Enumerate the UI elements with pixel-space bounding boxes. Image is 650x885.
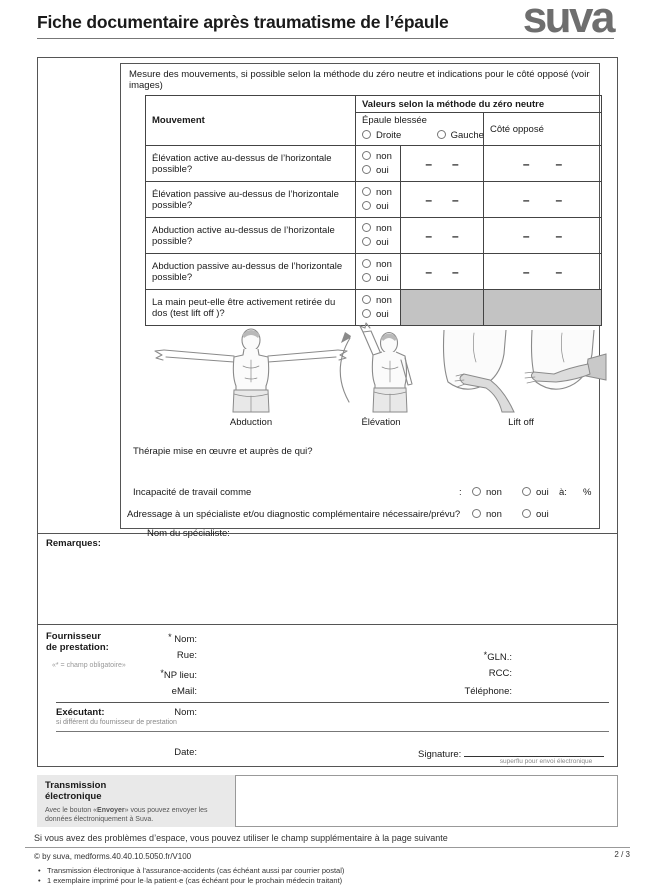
- divider: [56, 702, 609, 703]
- radio-referral-oui-icon[interactable]: [522, 509, 531, 518]
- opposite-value-cell[interactable]: – –: [484, 146, 602, 182]
- radio-non-icon[interactable]: [362, 223, 371, 232]
- transmission-input-area[interactable]: [235, 775, 618, 827]
- radio-incapacity-oui[interactable]: oui: [522, 487, 549, 498]
- movement-question: La main peut-elle être activement retirée du dos (test lift off )?: [146, 290, 356, 326]
- at-label: à:: [559, 487, 567, 498]
- remarks-label: Remarques:: [38, 534, 617, 553]
- radio-droite[interactable]: [362, 130, 401, 141]
- header: [0, 0, 650, 57]
- radio-referral-non[interactable]: non: [472, 509, 502, 520]
- page-title: Fiche documentaire après traumatisme de l’épaule: [37, 12, 449, 33]
- radio-oui[interactable]: oui: [362, 236, 394, 250]
- radio-gauche-label: Gauche: [451, 130, 484, 141]
- provider-title: Fournisseur de prestation:: [46, 631, 109, 653]
- radio-non[interactable]: non: [362, 186, 394, 200]
- measurement-section: [120, 63, 600, 529]
- table-row: [146, 146, 602, 182]
- transmission-description: Avec le bouton «Envoyer» vous pouvez envoyer les données électroniquement à Suva.: [45, 806, 210, 824]
- radio-gauche-icon[interactable]: [437, 130, 446, 139]
- table-row: [146, 290, 602, 326]
- radio-non-icon[interactable]: [362, 259, 371, 268]
- radio-incapacity-non[interactable]: non: [472, 487, 502, 498]
- col-header-opposite: Côté opposé: [484, 113, 602, 146]
- specialist-name-label: Nom du spécialiste:: [147, 528, 599, 539]
- col-header-values: Valeurs selon la méthode du zéro neutre: [356, 96, 602, 113]
- provider-email-label: eMail:: [87, 686, 197, 697]
- signature-field[interactable]: [464, 747, 604, 757]
- figure-elevation: [311, 328, 451, 428]
- radio-incapacity-oui-icon[interactable]: [522, 487, 531, 496]
- provider-phone-label: Téléphone:: [372, 686, 512, 697]
- injured-value-cell[interactable]: – –: [401, 218, 484, 254]
- radio-oui[interactable]: oui: [362, 200, 394, 214]
- elevation-illustration: [311, 328, 451, 412]
- movement-question: Abduction active au-dessus de l’horizontale possible?: [146, 218, 356, 254]
- signature-note: superflu pour envoi électronique: [476, 758, 616, 765]
- injured-shoulder-label: Épaule blessée: [362, 115, 477, 126]
- figures-row: [121, 328, 599, 430]
- remarks-section[interactable]: [38, 533, 617, 624]
- provider-gln-label: *GLN.:: [372, 650, 512, 663]
- col-header-movement: Mouvement: [146, 96, 356, 146]
- executor-subtitle: si différent du fournisseur de prestation: [56, 719, 177, 726]
- provider-rcc-label: RCC:: [372, 668, 512, 679]
- disabled-cell: [401, 290, 484, 326]
- opposite-value-cell[interactable]: – –: [484, 182, 602, 218]
- referral-row: [121, 509, 599, 524]
- radio-droite-label: Droite: [376, 130, 401, 141]
- movement-question: Abduction passive au-dessus de l’horizontale possible?: [146, 254, 356, 290]
- provider-name-label: * Nom:: [87, 632, 197, 645]
- injured-value-cell[interactable]: – –: [401, 146, 484, 182]
- required-field-note: «* = champ obligatoire»: [52, 662, 126, 669]
- radio-droite-icon[interactable]: [362, 130, 371, 139]
- copyright: © by suva, medforms.40.40.10.5050.fr/V100: [34, 852, 191, 861]
- work-incapacity-row: [121, 487, 599, 502]
- provider-section: [38, 624, 617, 702]
- work-incapacity-label: Incapacité de travail comme: [133, 487, 251, 498]
- referral-label: Adressage à un spécialiste et/ou diagnostic complémentaire nécessaire/prévu?: [127, 509, 460, 520]
- injured-value-cell[interactable]: – –: [401, 254, 484, 290]
- answer-cell: [356, 254, 401, 290]
- percent-label: %: [583, 487, 591, 498]
- figure-label: Lift off: [436, 417, 606, 428]
- liftoff-illustration: [436, 328, 606, 412]
- figure-label: Élévation: [311, 417, 451, 428]
- date-label: Date:: [87, 747, 197, 758]
- opposite-value-cell[interactable]: – –: [484, 218, 602, 254]
- bullet-item: • Transmission électronique à l’assurance-accidents (cas échéant aussi par courrier postal): [38, 866, 650, 876]
- radio-non-icon[interactable]: [362, 295, 371, 304]
- radio-non-icon[interactable]: [362, 151, 371, 160]
- answer-cell: [356, 290, 401, 326]
- transmission-info: [37, 775, 235, 827]
- form-body: [37, 57, 618, 767]
- table-row: [146, 182, 602, 218]
- answer-cell: [356, 146, 401, 182]
- movement-question: Élévation passive au-dessus de l’horizontale possible?: [146, 182, 356, 218]
- provider-street-label: Rue:: [87, 650, 197, 661]
- table-row: [146, 218, 602, 254]
- radio-oui-icon[interactable]: [362, 309, 371, 318]
- therapy-question: Thérapie mise en œuvre et auprès de qui?: [133, 446, 599, 457]
- radio-oui-icon[interactable]: [362, 273, 371, 282]
- bullet-item: • 1 exemplaire imprimé pour le·la patient·e (cas échéant pour le prochain médecin traitant): [38, 876, 650, 885]
- radio-incapacity-non-icon[interactable]: [472, 487, 481, 496]
- transmission-title: Transmission électronique: [45, 780, 227, 802]
- col-header-injured: [356, 113, 484, 146]
- radio-oui-icon[interactable]: [362, 201, 371, 210]
- space-note: Si vous avez des problèmes d’espace, vous pouvez utiliser le champ supplémentaire à la page suivante: [34, 833, 650, 843]
- transmission-section: [37, 775, 618, 827]
- radio-oui-icon[interactable]: [362, 237, 371, 246]
- page-number: 2 / 3: [614, 850, 630, 859]
- radio-non[interactable]: non: [362, 258, 394, 272]
- executor-title: Exécutant:: [56, 707, 105, 718]
- footer-row: [34, 851, 630, 862]
- radio-gauche[interactable]: [437, 130, 484, 141]
- radio-oui[interactable]: oui: [362, 308, 394, 322]
- executor-name-label: Nom:: [87, 707, 197, 718]
- injured-value-cell[interactable]: – –: [401, 182, 484, 218]
- figure-label: Abduction: [146, 417, 356, 428]
- disabled-cell: [484, 290, 602, 326]
- radio-non[interactable]: non: [362, 222, 394, 236]
- footer-rule: [25, 847, 630, 848]
- radio-non[interactable]: non: [362, 294, 394, 308]
- signature-label: Signature:: [418, 749, 461, 760]
- suva-logo: suva: [523, 0, 613, 40]
- figure-liftoff: [436, 328, 606, 428]
- radio-oui[interactable]: oui: [362, 272, 394, 286]
- radio-referral-oui[interactable]: oui: [522, 509, 549, 520]
- header-rule: [37, 38, 614, 39]
- divider: [56, 731, 609, 732]
- envoyer-button-label: Envoyer: [97, 807, 125, 814]
- table-row: [146, 254, 602, 290]
- answer-cell: [356, 182, 401, 218]
- movement-question: Élévation active au-dessus de l’horizontale possible?: [146, 146, 356, 182]
- radio-referral-non-icon[interactable]: [472, 509, 481, 518]
- radio-oui[interactable]: oui: [362, 164, 394, 178]
- answer-cell: [356, 218, 401, 254]
- radio-oui-icon[interactable]: [362, 165, 371, 174]
- colon: :: [459, 487, 462, 498]
- opposite-value-cell[interactable]: – –: [484, 254, 602, 290]
- provider-zip-label: *NP lieu:: [87, 668, 197, 681]
- executor-section: [38, 702, 617, 766]
- footer-bullets: [38, 866, 650, 885]
- measurement-intro: Mesure des mouvements, si possible selon la méthode du zéro neutre et indications pour le côté opposé (voir images): [121, 64, 599, 95]
- radio-non[interactable]: non: [362, 150, 394, 164]
- movement-table: [145, 95, 602, 326]
- radio-non-icon[interactable]: [362, 187, 371, 196]
